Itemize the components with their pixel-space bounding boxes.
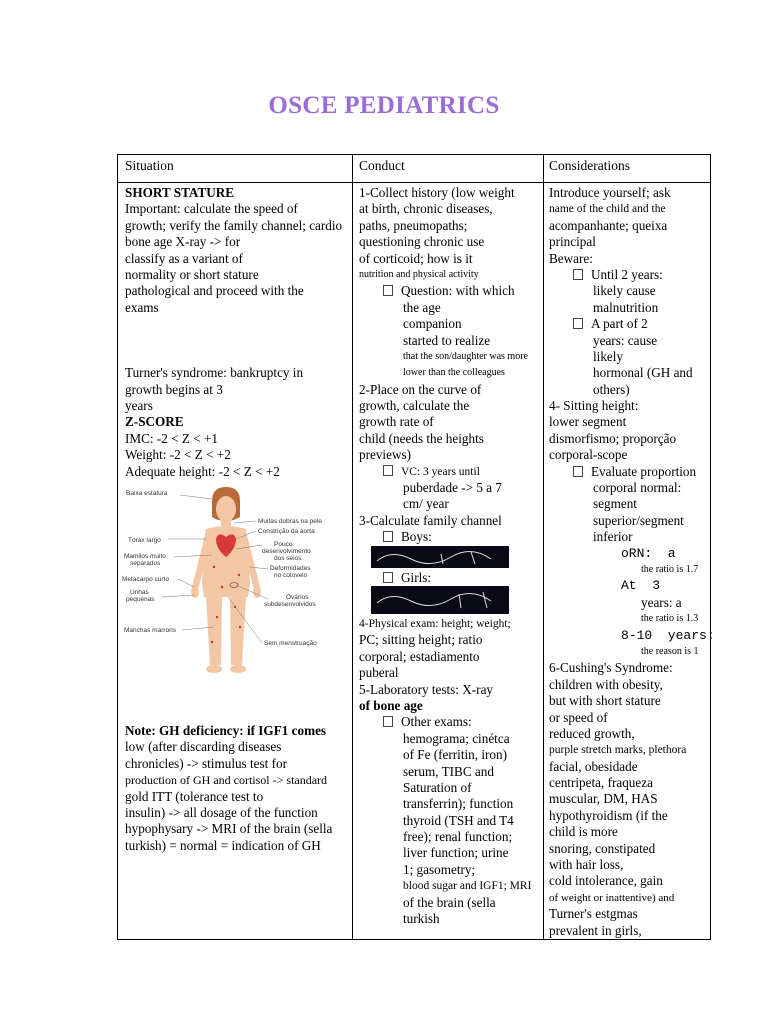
considerations-text: principal [549,234,596,250]
gh-note-text: gold ITT (tolerance test to [125,788,264,804]
bullet-text: segment [593,496,637,512]
ratio-row: At 3 [621,578,661,594]
situation-text: exams [125,299,159,315]
situation-text: pathological and proceed with the [125,283,304,299]
bullet-text: liver function; urine [403,845,509,861]
conduct-text: paths, pneumopaths; [359,217,468,233]
zscore-line: Weight: -2 < Z < +2 [125,447,231,463]
bullet-box-icon [573,318,583,329]
bullet-item [359,529,559,545]
ratio-value: the ratio is 1.7 [641,563,699,575]
bullet-text: Saturation of [403,779,472,795]
gh-note-text: low (after discarding diseases [125,739,282,755]
figure-label: Ovários subdesenvolvidos [264,594,316,608]
situation-text: classify as a variant of [125,250,243,266]
bullet-item [359,464,559,480]
bullet-box-icon [383,465,393,476]
cushing-text: or speed of [549,709,608,725]
bullet-text: thyroid (TSH and T4 [403,812,514,828]
cushing-text: reduced growth, [549,725,635,741]
considerations-text: name of the child and the [549,203,666,216]
situation-text: growth; verify the family channel; cardio [125,217,343,233]
cushing-text: cold intolerance, gain [549,873,663,889]
considerations-text: Introduce yourself; ask [549,185,671,200]
ratio-value: the reason is 1 [641,645,699,657]
bullet-text: years: cause [593,332,658,348]
bullet-text: A part of 2 [591,316,648,332]
bullet-box-icon [383,572,393,583]
turner-text: Turner's syndrome: bankruptcy in [125,365,304,381]
situation-text: Important: calculate the speed of [125,201,298,217]
conduct-text: questioning chronic use [359,234,485,250]
ratio-row: years: a [641,594,682,610]
bullet-text: corporal normal: [593,480,682,496]
figure-label: Metacarpo curto [122,576,169,583]
conduct-text: puberal [359,665,399,681]
cushing-text: snoring, constipated [549,840,656,856]
bullet-text: blood sugar and IGF1; MRI [403,880,532,893]
turner-syndrome-illustration [122,487,348,691]
bullet-box-icon [383,285,393,296]
formula-image [371,546,509,568]
bullet-text: superior/segment [593,512,684,528]
situation-text: normality or short stature [125,266,259,282]
figure-label: Unhas pequenas [126,589,155,603]
turner-text: years [125,398,153,414]
conduct-text: nutrition and physical activity [359,268,479,280]
considerations-text: dismorfismo; proporção [549,430,677,446]
bullet-text: transferrin); function [403,796,514,812]
bullet-text: turkish [403,911,440,927]
considerations-text: Beware: [549,250,593,266]
conduct-text: growth, calculate the [359,398,470,414]
conduct-text: 4-Physical exam: height; weight; [359,617,511,630]
gh-note-title: Note: GH deficiency: if IGF1 comes [125,723,327,738]
bullet-item [549,316,709,332]
cushing-text: but with short stature [549,693,661,709]
cushing-text: 6-Cushing's Syndrome: [549,660,673,676]
conduct-text: 5-Laboratory tests: X-ray [359,681,494,697]
bullet-item [359,283,559,299]
conduct-text: child (needs the heights [359,430,484,446]
considerations-text: corporal-scope [549,447,628,463]
conduct-text: PC; sitting height; ratio [359,632,483,648]
cushing-text: purple stretch marks, plethora [549,744,687,757]
bullet-text: hemograma; cinétca [403,730,510,746]
child-figure [191,487,261,673]
bullet-item [359,714,559,730]
conduct-column [359,185,559,927]
bullet-box-icon [383,531,393,542]
conduct-text: 3-Calculate family channel [359,512,502,528]
conduct-text: of bone age [359,697,423,713]
figure-label: Deformidades no cotovelo [270,565,311,579]
bullet-box-icon [573,466,583,477]
cushing-text: prevalent in girls, [549,922,642,938]
bullet-text: the age [403,299,441,315]
bullet-text: Girls: [401,569,432,585]
bullet-text: Boys: [401,529,432,545]
document-title: OSCE PEDIATRICS [268,92,500,119]
boys-formula [359,546,559,570]
header-conduct: Conduct [359,158,405,173]
bullet-text: likely [593,348,624,364]
bullet-text: lower than the colleagues [403,367,505,379]
bullet-text: 1; gasometry; [403,861,476,877]
cushing-text: hypothyroidism (if the [549,807,668,823]
ratio-row: oRN: a [621,545,676,561]
bullet-text: started to realize [403,332,491,348]
figure-label: Sem menstruação [264,640,317,647]
bullet-item [549,267,709,283]
bullet-text: of Fe (ferritin, iron) [403,747,507,763]
bullet-text: VC: 3 years until [401,465,480,478]
bullet-text: hormonal (GH and [593,365,693,381]
figure-label: Muitas dobras na pele [258,518,322,525]
ratio-value: the ratio is 1.3 [641,613,699,625]
cushing-text: facial, obesidade [549,758,638,774]
bullet-box-icon [573,269,583,280]
bullet-item [549,464,709,480]
cushing-text: children with obesity, [549,676,663,692]
situation-text: bone age X-ray -> for [125,234,241,250]
bullet-text: Evaluate proportion [591,463,697,479]
bullet-text: others) [593,381,630,397]
gh-note-text: insulin) -> all dosage of the function [125,804,318,820]
considerations-text: 4- Sitting height: [549,398,639,414]
figure-label: Manchas marrons [124,627,177,634]
bullet-text: cm/ year [403,496,449,512]
conduct-text: growth rate of [359,414,434,430]
conduct-text: 2-Place on the curve of [359,381,482,397]
figure-label: Baixa estatura [126,490,168,497]
header-situation: Situation [125,158,174,173]
zscore-line: Adequate height: -2 < Z < +2 [125,463,280,479]
conduct-text: of corticoid; how is it [359,250,473,266]
figure-label: Mamilos muito separados [124,553,166,567]
figure-label: Tórax largo [128,537,161,544]
cushing-text: with hair loss, [549,857,624,873]
short-stature-heading: SHORT STATURE [125,185,235,200]
figure-label: Pouco desenvolvimento dos seios [262,541,311,562]
bullet-text: Question: with which [401,283,515,299]
bullet-text: of the brain (sella [403,894,496,910]
bullet-box-icon [383,716,393,727]
turner-text: growth begins at 3 [125,381,223,397]
conduct-text: 1-Collect history (low weight [359,185,515,200]
bullet-text: malnutrition [593,299,659,315]
bullet-text: that the son/daughter was more [403,350,528,362]
conduct-text: at birth, chronic diseases, [359,201,493,217]
cushing-text: child is more [549,824,618,840]
bullet-text: companion [403,316,462,332]
bullet-text: Other exams: [401,714,472,730]
osce-table [117,154,715,940]
conduct-text: corporal; estadiamento [359,648,480,664]
considerations-column [549,185,715,939]
gh-note-text: production of GH and cortisol -> standard [125,773,328,788]
figure-label: Constrição da aorta [258,528,315,535]
gh-note-text: turkish) = normal = indication of GH [125,837,321,853]
bullet-text: likely cause [593,283,656,299]
cushing-text: of weight or inattentive) and [549,891,675,904]
considerations-text: acompanhante; queixa [549,217,668,233]
bullet-text: serum, TIBC and [403,763,494,779]
formula-image [371,586,509,614]
bullet-text: free); renal function; [403,829,513,845]
cushing-text: Turner's estgmas [549,906,638,922]
conduct-text: previews) [359,447,411,463]
header-considerations: Considerations [549,158,630,173]
bullet-item [359,570,559,586]
header-divider [118,182,710,183]
bullet-text: inferior [593,529,633,545]
ratio-row: 8-10 years: [621,627,715,643]
considerations-text: lower segment [549,414,627,430]
girls-formula [359,586,559,616]
zscore-line: IMC: -2 < Z < +1 [125,430,219,446]
gh-note-text: hypophysary -> MRI of the brain (sella [125,821,333,837]
cushing-text: centripeta, fraqueza [549,775,653,791]
cushing-text: muscular, DM, HAS [549,791,658,807]
zscore-heading: Z-SCORE [125,414,184,430]
bullet-text: Until 2 years: [591,266,663,282]
gh-note-text: chronicles) -> stimulus test for [125,755,287,771]
bullet-text: puberdade -> 5 a 7 [403,480,502,496]
